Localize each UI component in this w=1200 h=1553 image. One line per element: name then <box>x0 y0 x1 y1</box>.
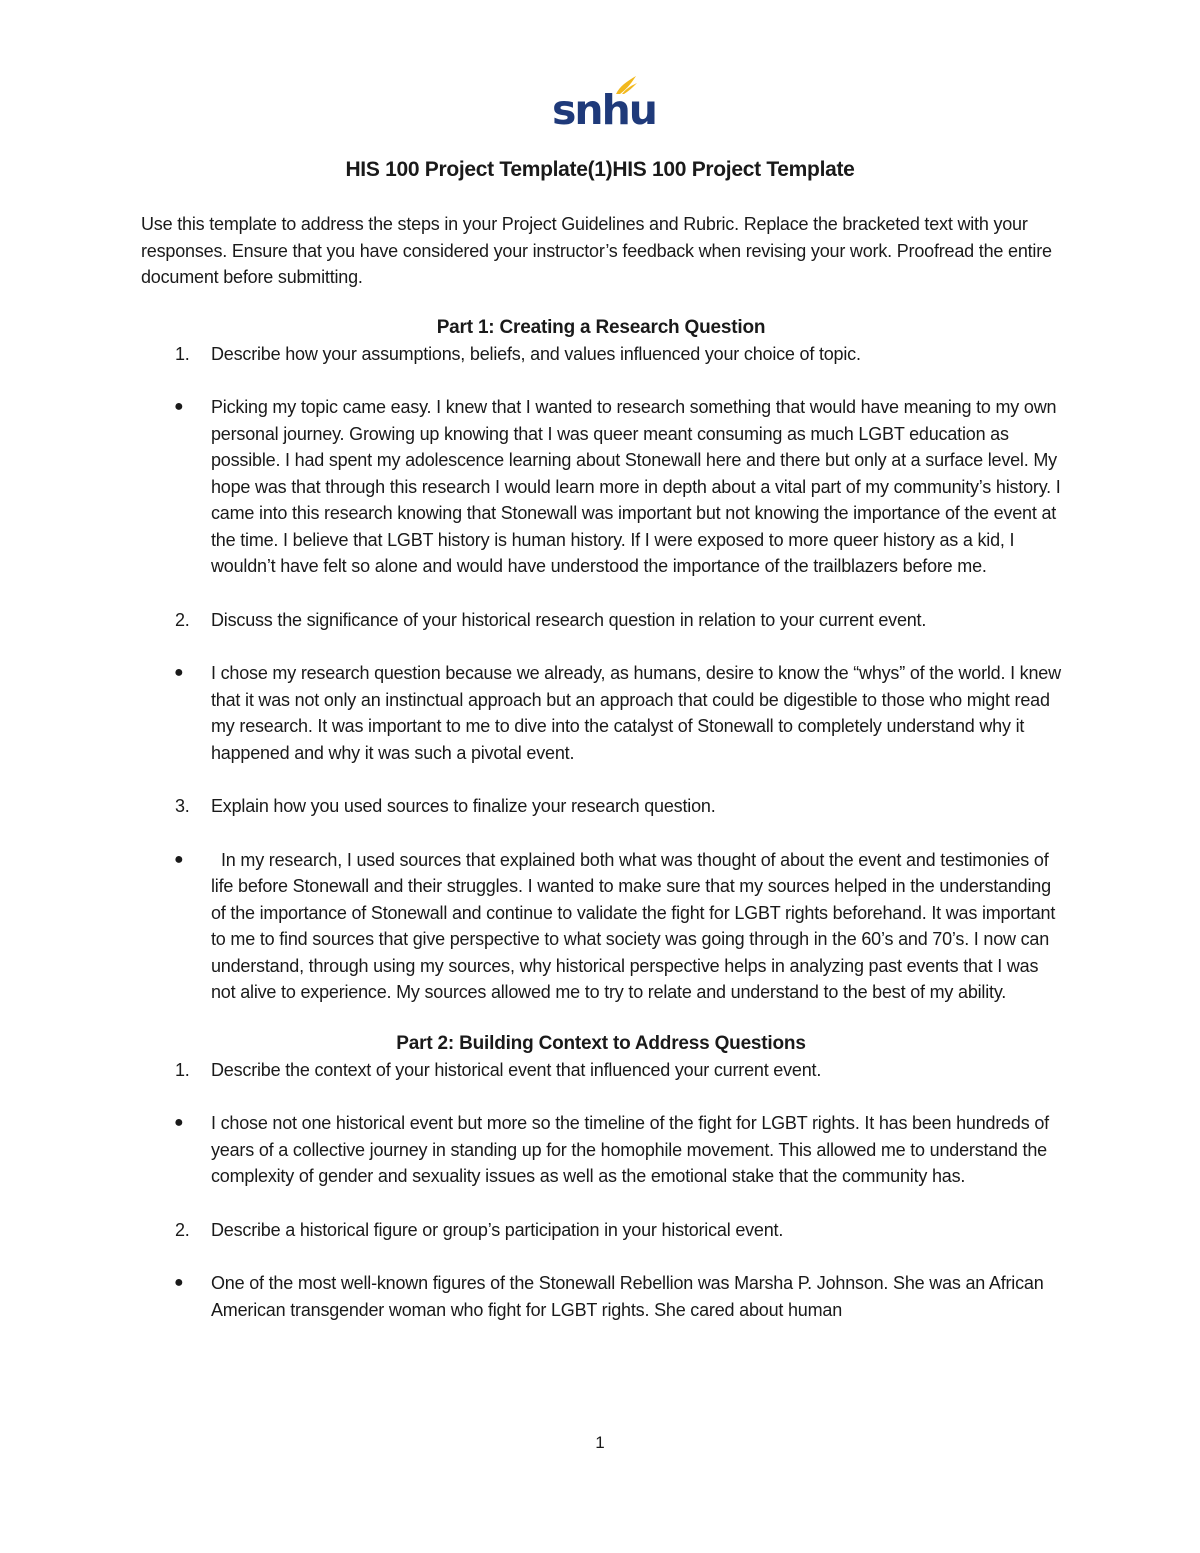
item-number: 2. <box>175 609 190 630</box>
item-response: In my research, I used sources that explained both what was thought of about the event and testimonies of life before Stonewall and their struggles. I wanted to make sure that my sources helped in the understanding of the importance of Stonewall and continue to validate the fight for LGBT rights beforehand. It was important to me to find sources that give perspective to what society was going through in the 60’s and 70’s. I now can understand, through using my sources, why historical perspective helps in analyzing past events that I was not alive to experience. My sources allowed me to try to relate and understand to the best of my ability. <box>211 849 1056 1002</box>
bullet-icon: ● <box>174 850 184 868</box>
item-response: One of the most well-known figures of the Stonewall Rebellion was Marsha P. Johnson. She was an African American transgender woman who fight for LGBT rights. She cared about human <box>211 1273 1044 1320</box>
item-prompt: Describe how your assumptions, beliefs, and values influenced your choice of topic. <box>211 343 861 364</box>
page-number: 1 <box>595 1433 605 1452</box>
item-prompt: Discuss the significance of your historical research question in relation to your current event. <box>211 609 927 630</box>
bullet-icon: ● <box>174 398 184 415</box>
item-number: 3. <box>175 796 190 816</box>
numbered-item <box>141 1217 1061 1244</box>
item-prompt: Describe a historical figure or group’s participation in your historical event. <box>211 1219 784 1240</box>
intro-paragraph: Use this template to address the steps in your Project Guidelines and Rubric. Replace the bracketed text with your responses. Ensure that you have considered your instructor’s feedback when revising your work. Proofread the entire document before submitting. <box>141 214 1052 287</box>
bullet-item <box>141 660 1061 766</box>
document-title: HIS 100 Project Template(1)HIS 100 Project Template <box>345 158 855 181</box>
item-number: 1. <box>175 343 190 364</box>
bullet-item <box>141 1270 1061 1323</box>
logo-wordmark: snhu <box>552 86 656 134</box>
numbered-item <box>141 793 1061 820</box>
item-number: 2. <box>175 1219 190 1240</box>
bullet-icon: ● <box>174 1114 184 1131</box>
item-number: 1. <box>175 1059 190 1080</box>
bullet-icon: ● <box>174 664 184 681</box>
snhu-logo <box>552 74 656 134</box>
numbered-item <box>141 1057 1061 1084</box>
item-response: Picking my topic came easy. I knew that I wanted to research something that would have meaning to my own personal journey. Growing up knowing that I was queer meant consuming as much LGBT education as possible. I had spent my adolescence learning about Stonewall here and there but only at a surface level. My hope was that through this research I would learn more in depth about a vital part of my community’s history. I came into this research knowing that Stonewall was important but not knowing the importance of the event at the time. I believe that LGBT history is human history. If I were exposed to more queer history as a kid, I wouldn’t have felt so alone and would have understood the importance of the trailblazers before me. <box>211 397 1061 576</box>
document-body <box>141 211 1061 1323</box>
item-response: I chose not one historical event but more so the timeline of the fight for LGBT rights. It has been hundreds of years of a collective journey in standing up for the homophile movement. This allowed me to understand the complexity of gender and sexuality issues as well as the emotional stake that the community has. <box>211 1113 1049 1186</box>
item-response: I chose my research question because we already, as humans, desire to know the “whys” of the world. I knew that it was not only an instinctual approach but an approach that could be digestible to those who might read my research. It was important to me to dive into the catalyst of Stonewall to completely understand why it happened and why it was such a pivotal event. <box>211 663 1061 763</box>
numbered-item <box>141 341 1061 368</box>
item-prompt: Describe the context of your historical event that influenced your current event. <box>211 1059 822 1080</box>
bullet-item <box>141 394 1061 580</box>
numbered-item <box>141 607 1061 634</box>
bullet-item <box>141 847 1061 1006</box>
bullet-icon: ● <box>174 1274 184 1291</box>
part-2-heading: Part 2: Building Context to Address Questions <box>396 1032 806 1054</box>
item-prompt: Explain how you used sources to finalize your research question. <box>211 796 716 816</box>
bullet-item <box>141 1110 1061 1190</box>
part-1-heading: Part 1: Creating a Research Question <box>436 316 766 338</box>
